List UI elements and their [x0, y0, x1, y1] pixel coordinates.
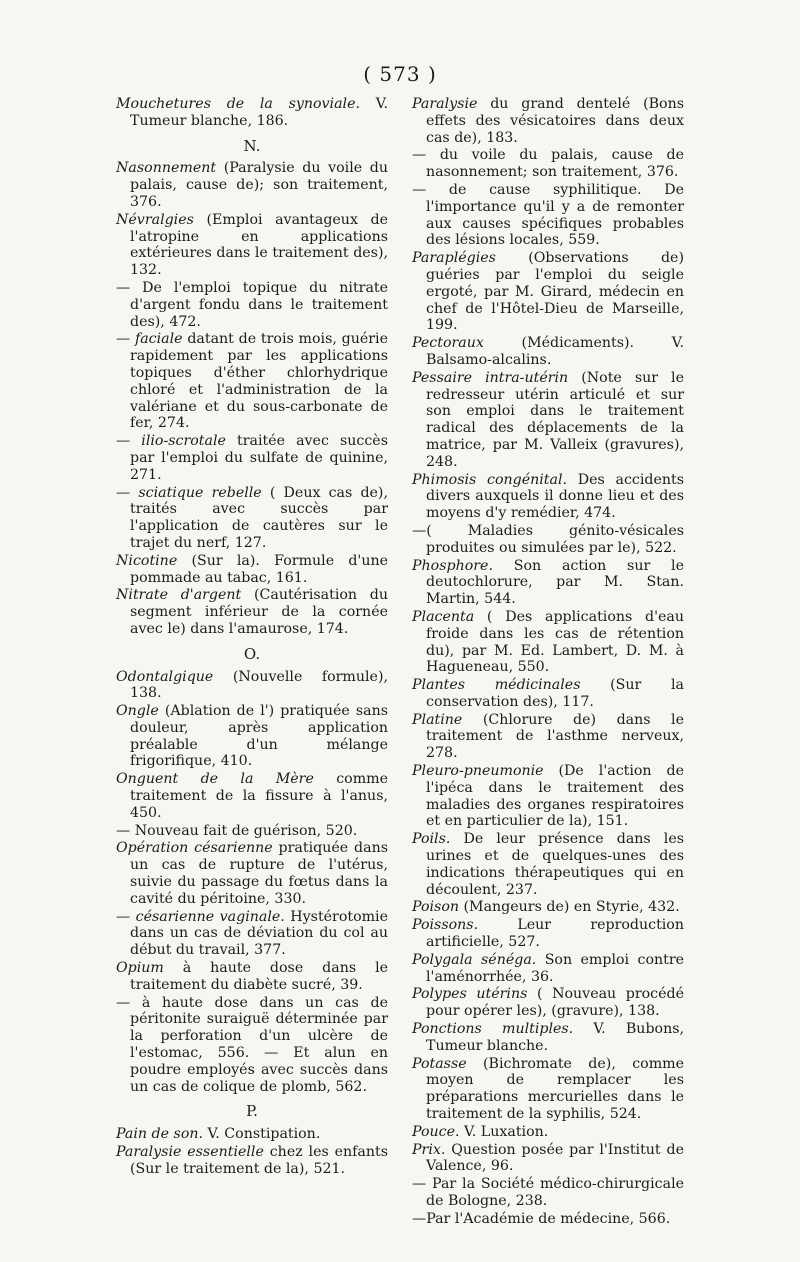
entry-headword: Plantes médicinales — [412, 677, 581, 694]
entry-headword: Nitrate d'argent — [116, 587, 242, 604]
entry-headword: Paralysie essentielle — [116, 1144, 264, 1161]
entry-text: ( Nouveau procédé pour opérer les), (gravure), 138. — [426, 986, 685, 1020]
index-entry — [412, 917, 684, 951]
entry-text: traitée avec succès par l'emploi du sulfate de quinine, 271. — [130, 433, 388, 483]
entry-text: —( Maladies génito-vésicales produites ou simulées par le), 522. — [412, 522, 684, 556]
entry-headword: Onguent de la Mère — [116, 771, 314, 788]
index-entry — [116, 160, 388, 210]
index-entry — [412, 1142, 684, 1176]
entry-headword: Névralgies — [116, 211, 194, 228]
entry-text: (Mangeurs de) en Styrie, 432. — [459, 899, 680, 916]
index-entry — [116, 909, 388, 959]
index-entry — [412, 370, 684, 471]
entry-headword: Pessaire intra-utérin — [412, 369, 569, 386]
index-entry — [116, 960, 388, 994]
entry-headword: Ongle — [116, 703, 159, 720]
section-letter: O. — [243, 644, 261, 663]
index-entry — [412, 147, 684, 181]
index-entry — [116, 212, 388, 279]
right-column — [412, 96, 684, 1229]
entry-headword: Potasse — [412, 1055, 467, 1072]
index-entry — [412, 831, 684, 898]
entry-text: Leur reproduction artificielle, 527. — [426, 917, 684, 951]
left-column — [116, 96, 388, 1179]
entry-text: à haute dose dans le traitement du diabète sucré, 39. — [130, 960, 388, 993]
index-entry — [412, 250, 684, 334]
entry-headword: Mouchetures de la synoviale. — [116, 96, 361, 112]
entry-text: — du voile du palais, cause de nasonnement; son traitement, 376. — [412, 147, 684, 181]
index-entry — [116, 703, 388, 770]
index-entry — [116, 587, 388, 637]
entry-text: chez les enfants (Sur le traitement de la), 521. — [130, 1144, 389, 1177]
index-entry — [116, 96, 388, 130]
entry-text: (Emploi avantageux de l'atropine en applications extérieures dans le traitement des), 132. — [130, 211, 388, 279]
entry-text: V. Luxation. — [459, 1123, 549, 1140]
entry-text: (Médicaments). V. Balsamo-alcalins. — [426, 335, 684, 368]
entry-headword: Phosphore. — [412, 557, 493, 574]
entry-headword: Platine — [412, 711, 463, 728]
index-entry — [116, 1144, 388, 1178]
index-entry — [116, 669, 388, 703]
entry-text: (Observations de) guéries par l'emploi du seigle ergoté, par M. Girard, médecin en chef de l'Hôtel-Dieu de Marseille, 199. — [426, 250, 684, 334]
section-letter: P. — [246, 1102, 258, 1121]
section-letter: N. — [243, 136, 261, 155]
index-entry — [412, 899, 684, 916]
index-entry — [116, 995, 388, 1096]
entry-headword: — césarienne vaginale. — [116, 908, 285, 925]
index-entry — [412, 986, 684, 1020]
index-entry — [412, 558, 684, 608]
entry-headword: — ilio-scrotale — [116, 433, 226, 450]
entry-text: (Ablation de l') pratiquée sans douleur, après application préalable d'un mélange frigorifique, 410. — [130, 703, 388, 770]
entry-headword: Poison — [412, 899, 460, 916]
entry-text: Hystérotomie dans un cas de déviation du col au début du travail, 377. — [130, 908, 388, 959]
index-entry — [412, 523, 684, 557]
index-entry — [116, 485, 388, 552]
index-entry — [412, 335, 684, 369]
index-entry — [116, 1126, 388, 1143]
entry-headword: Pouce. — [412, 1123, 460, 1140]
index-entry — [412, 1176, 684, 1210]
entry-text: —Par l'Académie de médecine, 566. — [412, 1210, 671, 1227]
entry-headword: Polypes utérins — [412, 986, 528, 1003]
entry-text: du grand dentelé (Bons effets des vésicatoires dans deux cas de), 183. — [426, 96, 684, 146]
entry-text: Son action sur le deutochlorure, par M. Stan. Martin, 544. — [426, 557, 684, 608]
entry-text: Des accidents divers auxquels il donne lieu et des moyens d'y remédier, 474. — [426, 471, 685, 522]
index-entry — [412, 472, 684, 522]
entry-headword: Ponctions multiples. — [412, 1021, 574, 1038]
entry-headword: Pectoraux — [412, 335, 484, 352]
entry-text: (Chlorure de) dans le traitement de l'asthme nerveux, 278. — [426, 711, 684, 762]
entry-headword: Opium — [116, 960, 164, 977]
index-entry — [116, 840, 388, 907]
index-entry — [116, 280, 388, 330]
entry-headword: Pain de son. — [116, 1126, 204, 1143]
entry-text: — Par la Société médico-chirurgicale de Bologne, 238. — [412, 1176, 684, 1209]
entry-text: — à haute dose dans un cas de péritonite suraiguë déterminée par la perforation d'un ulcère de l'estomac, 556. — Et alun en poudre employés avec succès dans un cas de colique de plomb, 562. — [116, 994, 388, 1095]
index-entry — [412, 1056, 684, 1123]
entry-text: De leur présence dans les urines et de quelques-unes des indications thérapeutiques qui en découlent, 237. — [426, 831, 684, 898]
index-entry — [412, 609, 684, 676]
entry-text: — Nouveau fait de guérison, 520. — [116, 822, 358, 839]
entry-text: pratiquée dans un cas de rupture de l'utérus, suivie du passage du fœtus dans la cavité du péritoine, 330. — [130, 840, 388, 907]
entry-text: (Sur la conservation des), 117. — [426, 677, 684, 710]
entry-headword: Phimosis congénital. — [412, 471, 568, 488]
entry-headword: Odontalgique — [116, 668, 214, 685]
index-entry — [116, 553, 388, 587]
entry-headword: Poils. — [412, 831, 451, 848]
entry-text: V. Constipation. — [203, 1126, 321, 1143]
entry-text: ( Des applications d'eau froide dans les cas de rétention du), par M. Ed. Lambert, D. M. à Hagueneau, 550. — [426, 608, 684, 676]
entry-headword: Poissons. — [412, 917, 479, 934]
entry-text: (Paralysie du voile du palais, cause de); son traitement, 376. — [130, 160, 388, 210]
entry-text: V. Tumeur blanche, 186. — [130, 96, 388, 129]
entry-text: comme traitement de la fissure à l'anus, 450. — [130, 771, 388, 821]
index-entry — [412, 182, 684, 249]
page-number: ( 573 ) — [363, 62, 437, 86]
entry-headword: Paraplégies — [412, 250, 496, 267]
index-entry — [116, 823, 388, 840]
entry-text: (Cautérisation du segment inférieur de la cornée avec le) dans l'amaurose, 174. — [130, 587, 388, 637]
entry-text: (Sur la). Formule d'une pommade au tabac, 161. — [130, 552, 388, 586]
index-entry — [412, 712, 684, 762]
entry-text: — De l'emploi topique du nitrate d'argent fondu dans le traitement des), 472. — [116, 279, 388, 330]
index-entry — [116, 771, 388, 821]
entry-headword: Prix. — [412, 1141, 446, 1158]
entry-text: — de cause syphilitique. De l'importance qu'il y a de remonter aux causes spécifiques probables des lésions locales, 559. — [412, 181, 684, 249]
index-entry — [412, 1021, 684, 1055]
entry-text: datant de trois mois, guérie rapidement par les applications topiques d'éther chlorhydrique chloré et l'administration de la valériane et du sous-carbonate de fer, 274. — [130, 331, 388, 432]
entry-text: Son emploi contre l'aménorrhée, 36. — [426, 951, 685, 985]
index-entry — [412, 763, 684, 830]
entry-text: ( Deux cas de), traités avec succès par l'application de cautères sur le trajet du nerf, 127. — [130, 484, 388, 551]
entry-headword: Polygala sénéga. — [412, 951, 537, 968]
entry-headword: Opération césarienne — [116, 840, 273, 857]
entry-headword: Nasonnement — [116, 160, 217, 177]
entry-headword: — sciatique rebelle — [116, 484, 262, 501]
entry-text: V. Bubons, Tumeur blanche. — [426, 1021, 684, 1054]
entry-headword: Pleuro-pneumonie — [412, 763, 544, 780]
entry-headword: Paralysie — [412, 96, 478, 112]
entry-text: Question posée par l'Institut de Valence, 96. — [426, 1141, 684, 1175]
index-entry — [116, 331, 388, 432]
entry-text: (Note sur le redresseur utérin articulé et sur son emploi dans le traitement radical des déplacements de la matrice, par M. Valleix (gravures), 248. — [426, 369, 684, 470]
index-entry — [412, 677, 684, 711]
index-entry — [116, 433, 388, 483]
entry-text: (Bichromate de), comme moyen de remplacer les préparations mercurielles dans le traitement de la syphilis, 524. — [426, 1055, 684, 1123]
index-entry — [412, 1124, 684, 1141]
entry-headword: Nicotine — [116, 552, 178, 569]
entry-text: (De l'action de l'ipéca dans le traitement des maladies des organes respiratoires et en particulier de la), 151. — [426, 763, 684, 830]
entry-headword: — faciale — [116, 331, 183, 348]
entry-text: (Nouvelle formule), 138. — [130, 668, 388, 702]
index-entry — [412, 1211, 684, 1228]
index-entry — [412, 952, 684, 986]
entry-headword: Placenta — [412, 608, 475, 625]
index-entry — [412, 96, 684, 146]
